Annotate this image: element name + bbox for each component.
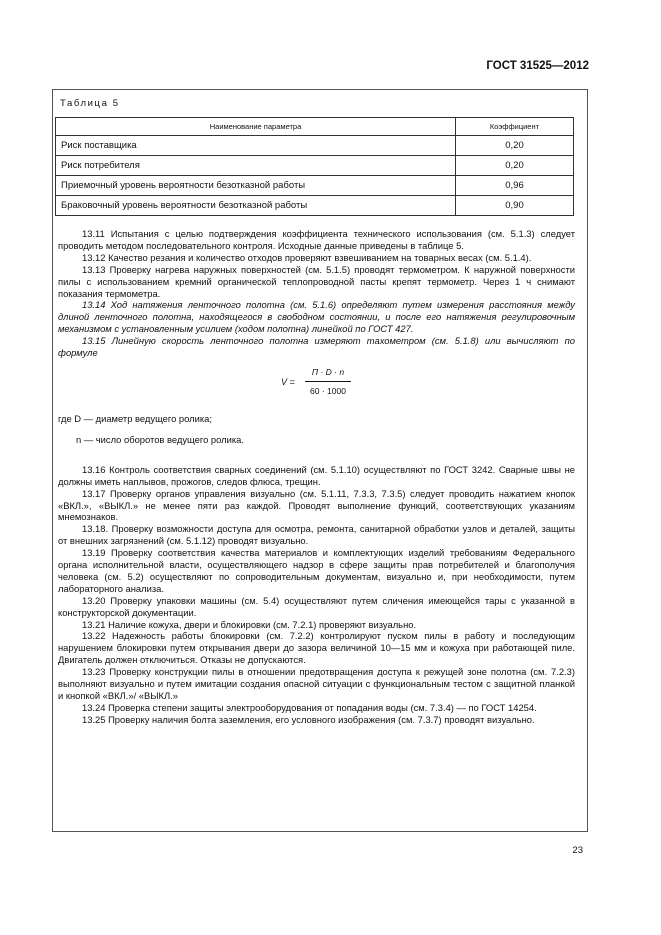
paragraph-13-13: 13.13 Проверку нагрева наружных поверхностей (см. 5.1.5) проводят термометром. К наружной поверхности пилы с использованием кремний органической теплопроводной пасты крепят термометр. Через 1 ч снимают показания термометра. xyxy=(58,263,575,299)
paragraph-13-18: 13.18. Проверку возможности доступа для осмотра, ремонта, санитарной обработки узлов и деталей, защиты от внешних загрязнений (см. 5.1.12) проводят визуально. xyxy=(58,523,575,547)
where-line-revolutions: n — число оборотов ведущего ролика. xyxy=(76,433,244,445)
spacer xyxy=(58,446,575,464)
table-cell-coefficient: 0,20 xyxy=(456,136,574,156)
spacer xyxy=(58,425,575,434)
table-row xyxy=(56,196,574,216)
paragraph-13-16: 13.16 Контроль соответствия сварных соединений (см. 5.1.10) осуществляют по ГОСТ 3242. Сварные швы не должны иметь наплывов, прожогов, следов флюса, трещин. xyxy=(58,463,575,487)
table-cell-parameter: Риск поставщика xyxy=(56,136,456,156)
paragraph-13-24: 13.24 Проверка степени защиты электрооборудования от попадания воды (см. 7.3.4) — по ГОСТ 14254. xyxy=(82,701,537,713)
paragraph-13-11: 13.11 Испытания с целью подтверждения коэффициента технического использования (см. 5.1.3) следует проводить методом последовательного контроля. Исходные данные приведены в таблице 5. xyxy=(58,228,575,251)
page-number: 23 xyxy=(572,845,583,856)
table-cell-coefficient: 0,96 xyxy=(456,176,574,196)
column-header-coefficient: Коэффициент xyxy=(456,118,574,136)
document-body xyxy=(58,228,575,726)
formula-denominator: 60 · 1000 xyxy=(310,385,346,396)
where-line-diameter: где D — диаметр ведущего ролика; xyxy=(58,412,212,424)
paragraph-13-17: 13.17 Проверку органов управления визуально (см. 5.1.11, 7.3.3, 7.3.5) следует проводить нажатием кнопок «ВКЛ.», «ВЫКЛ.» не менее пяти раз каждой. Проводят выполнение функций, соответствующих указаниям мнемознаков. xyxy=(58,487,575,523)
table-cell-parameter: Риск потребителя xyxy=(56,156,456,176)
parameters-table xyxy=(55,117,574,216)
paragraph-13-25: 13.25 Проверку наличия болта заземления, его условного изображения (см. 7.3.7) проводят визуально. xyxy=(82,713,535,725)
table-cell-coefficient: 0,90 xyxy=(456,196,574,216)
column-header-parameter: Наименование параметра xyxy=(56,118,456,136)
table-row xyxy=(56,136,574,156)
paragraph-13-21: 13.21 Наличие кожуха, двери и блокировки (см. 7.2.1) проверяют визуально. xyxy=(82,618,417,630)
table-header-row xyxy=(56,118,574,136)
table-cell-parameter: Браковочный уровень вероятности безотказной работы xyxy=(56,196,456,216)
table-cell-coefficient: 0,20 xyxy=(456,156,574,176)
paragraph-13-15: 13.15 Линейную скорость ленточного полотна измеряют тахометром (см. 5.1.8) или вычисляют по формуле xyxy=(58,335,575,359)
paragraph-13-22: 13.22 Надежность работы блокировки (см. 7.2.2) контролируют пуском пилы в работу и последующим нарушением блокировки путем открывания двери до зазора величиной 10—15 мм и кожуха при работающей пиле. Двигатель должен отключиться. Отказы не допускаются. xyxy=(58,630,575,666)
paragraph-13-12: 13.12 Качество резания и количество отходов проверяют взвешиванием на товарных весах (см. 5.1.4). xyxy=(82,251,532,263)
table-row xyxy=(56,156,574,176)
formula-lhs: V = xyxy=(281,376,295,387)
paragraph-13-19: 13.19 Проверку соответствия качества материалов и комплектующих изделий требованиям Федерального органа исполнительной власти, осуществляющего надзор в сфере защиты прав потребителей и благополучия человека (см. 5.2) осуществляют по сопроводительным документам, визуально и, при необходимости, путем лабораторного анализа. xyxy=(58,547,575,594)
table-row xyxy=(56,176,574,196)
formula-fraction-bar xyxy=(305,381,351,382)
standard-number: ГОСТ 31525—2012 xyxy=(486,60,589,72)
paragraph-13-14: 13.14 Ход натяжения ленточного полотна (см. 5.1.6) определяют путем измерения расстояния между длиной ленточного полотна, находящегося в свободном состоянии, и после его натяжения регулировочным механизмом с установленным усилием (ходом полотна) линейкой по ГОСТ 427. xyxy=(58,299,575,335)
paragraph-13-23: 13.23 Проверку конструкции пилы в отношении предотвращения доступа к режущей зоне полотна (см. 7.2.3) выполняют визуально и путем имитации создания опасной ситуации с функциональным тестом с защитной планкой и кнопкой «ВКЛ.»/ «ВЫКЛ.» xyxy=(58,666,575,701)
velocity-formula xyxy=(58,359,575,413)
formula-numerator: П · D · n xyxy=(311,366,345,377)
table-cell-parameter: Приемочный уровень вероятности безотказной работы xyxy=(56,176,456,196)
paragraph-13-20: 13.20 Проверку упаковки машины (см. 5.4) осуществляют путем сличения имеющейся тары с указанной в конструкторской документации. xyxy=(58,594,575,618)
table-caption: Таблица 5 xyxy=(60,98,120,109)
